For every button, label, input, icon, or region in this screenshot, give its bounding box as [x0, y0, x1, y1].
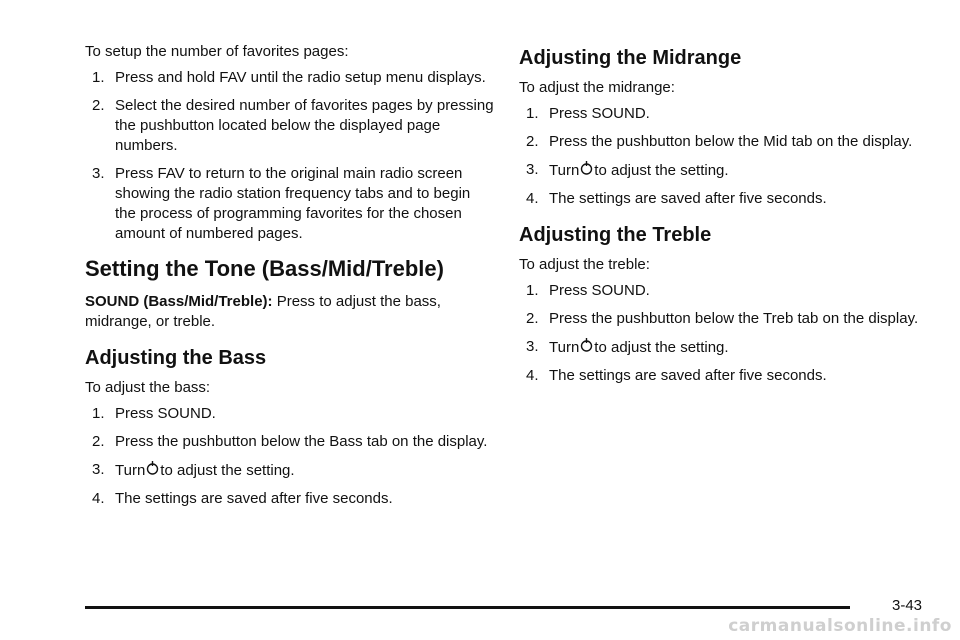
- step-number: 4.: [92, 490, 105, 507]
- list-item: [85, 404, 495, 424]
- step-text-after: to adjust the setting.: [594, 339, 729, 356]
- sound-paragraph: [85, 292, 495, 332]
- list-item: [519, 132, 929, 152]
- step-number: 2.: [526, 310, 539, 327]
- step-text-after: to adjust the setting.: [594, 162, 729, 179]
- treble-heading: Adjusting the Treble: [519, 224, 712, 246]
- page-number: 3-43: [892, 597, 923, 614]
- list-item: [519, 281, 929, 301]
- right-column: [519, 46, 929, 394]
- step-number: 2.: [92, 433, 105, 450]
- list-item: [519, 337, 929, 358]
- step-text: Press SOUND.: [549, 282, 650, 299]
- tune-knob-icon: [146, 460, 159, 476]
- step-number: 1.: [526, 282, 539, 299]
- step-text: Press the pushbutton below the Mid tab on the display.: [549, 133, 913, 150]
- treble-steps: [519, 281, 929, 386]
- list-item: [85, 68, 495, 88]
- footer-rule: [85, 606, 850, 609]
- step-number: 2.: [526, 133, 539, 150]
- step-text: Press SOUND.: [115, 405, 216, 422]
- favorites-steps: [85, 68, 495, 244]
- list-item: [85, 96, 495, 156]
- step-text: Press and hold FAV until the radio setup menu displays.: [115, 69, 486, 86]
- step-text: Select the desired number of favorites pages by pressing the pushbutton located below the displayed page numbers.: [115, 97, 494, 154]
- step-number: 3.: [526, 161, 539, 178]
- bass-steps: [85, 404, 495, 509]
- list-item: [85, 164, 495, 244]
- step-number: 1.: [92, 405, 105, 422]
- list-item: [519, 366, 929, 386]
- step-text: Press the pushbutton below the Bass tab on the display.: [115, 433, 488, 450]
- step-number: 4.: [526, 367, 539, 384]
- step-text: The settings are saved after five seconds.: [115, 490, 393, 507]
- midrange-heading: Adjusting the Midrange: [519, 47, 742, 69]
- list-item: [85, 489, 495, 509]
- step-number: 2.: [92, 97, 105, 114]
- list-item: [85, 460, 495, 481]
- bass-heading: Adjusting the Bass: [85, 347, 267, 369]
- step-text-before: Turn: [115, 462, 146, 479]
- step-text-after: to adjust the setting.: [160, 462, 295, 479]
- list-item: [519, 189, 929, 209]
- step-text: The settings are saved after five seconds.: [549, 190, 827, 207]
- list-item: [519, 104, 929, 124]
- tune-knob-icon: [580, 337, 593, 353]
- step-text-before: Turn: [549, 339, 580, 356]
- list-item: [519, 160, 929, 181]
- treble-intro: To adjust the treble:: [519, 256, 650, 273]
- step-text-before: Turn: [549, 162, 580, 179]
- step-text: The settings are saved after five seconds.: [549, 367, 827, 384]
- bass-intro: To adjust the bass:: [85, 379, 211, 396]
- step-number: 1.: [92, 69, 105, 86]
- tune-knob-icon: [580, 160, 593, 176]
- step-text: Press the pushbutton below the Treb tab on the display.: [549, 310, 919, 327]
- list-item: [519, 309, 929, 329]
- step-text: Press FAV to return to the original main radio screen showing the radio station frequency tabs and to begin the process of programming favorites for the chosen amount of numbered pages.: [115, 165, 471, 242]
- sound-text: Press to adjust the bass, midrange, or treble.: [85, 293, 441, 330]
- midrange-steps: [519, 104, 929, 209]
- list-item: [85, 432, 495, 452]
- step-number: 4.: [526, 190, 539, 207]
- sound-label: SOUND (Bass/Mid/Treble):: [85, 293, 273, 310]
- watermark: carmanualsonline.info: [728, 616, 952, 636]
- midrange-intro: To adjust the midrange:: [519, 79, 675, 96]
- left-column: [85, 42, 495, 517]
- step-number: 3.: [92, 165, 105, 182]
- step-number: 1.: [526, 105, 539, 122]
- tone-heading: Setting the Tone (Bass/Mid/Treble): [85, 256, 444, 281]
- step-text: Press SOUND.: [549, 105, 650, 122]
- favorites-intro: To setup the number of favorites pages:: [85, 43, 349, 60]
- step-number: 3.: [526, 338, 539, 355]
- step-number: 3.: [92, 461, 105, 478]
